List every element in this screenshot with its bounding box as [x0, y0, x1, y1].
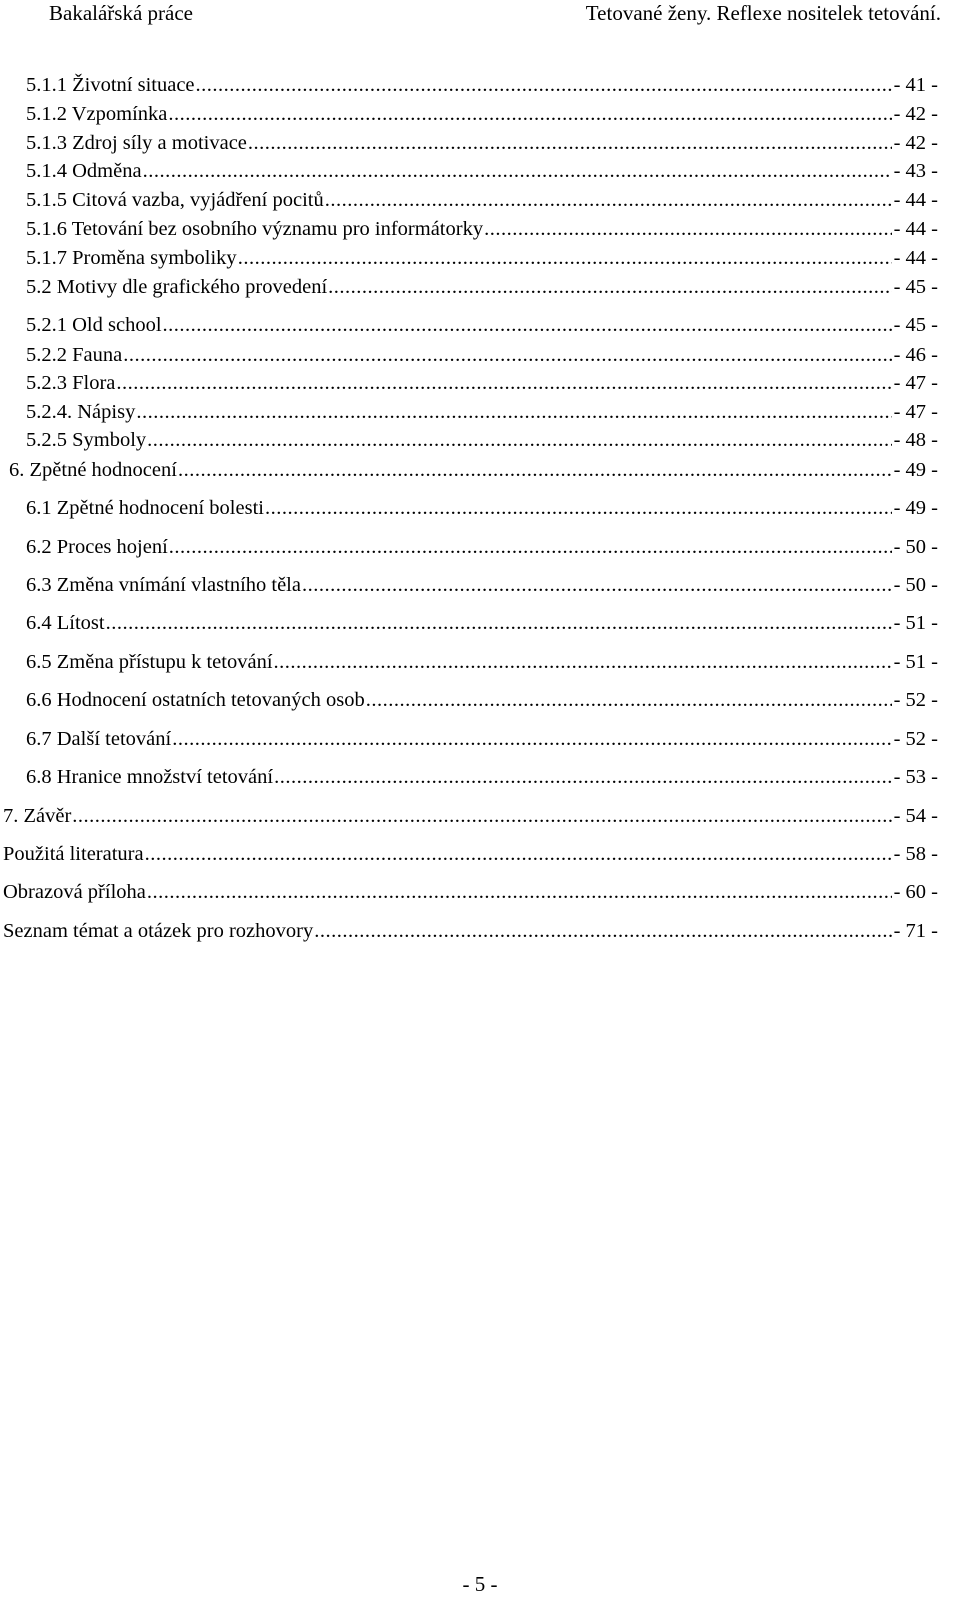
- toc-dot-leader: [72, 803, 891, 829]
- toc-entry-title: 5.2.3 Flora: [26, 372, 116, 394]
- toc-entry-page: - 58 -: [893, 843, 938, 865]
- toc-entry[interactable]: [3, 841, 938, 867]
- toc-entry-page: - 45 -: [893, 314, 938, 336]
- toc-entry-title: 5.2.4. Nápisy: [26, 401, 136, 423]
- toc-entry-page: - 51 -: [893, 612, 938, 634]
- toc-dot-leader: [123, 342, 891, 368]
- toc-dot-leader: [314, 918, 891, 944]
- toc-entry-title: Seznam témat a otázek pro rozhovory: [3, 920, 314, 942]
- toc-dot-leader: [265, 495, 892, 521]
- toc-entry-page: - 54 -: [893, 805, 938, 827]
- toc-entry[interactable]: [3, 879, 938, 905]
- toc-dot-leader: [196, 72, 892, 98]
- toc-dot-leader: [136, 399, 891, 425]
- toc-entry-page: - 52 -: [893, 728, 938, 750]
- toc-entry[interactable]: [26, 610, 938, 636]
- toc-entry-page: - 42 -: [893, 132, 938, 154]
- toc-entry-page: - 47 -: [893, 401, 938, 423]
- toc-entry[interactable]: [26, 495, 938, 521]
- toc-entry-page: - 71 -: [893, 920, 938, 942]
- toc-entry[interactable]: [26, 342, 938, 368]
- toc-entry[interactable]: [26, 649, 938, 675]
- toc-dot-leader: [366, 687, 892, 713]
- toc-dot-leader: [143, 158, 892, 184]
- running-header-right: Tetované ženy. Reflexe nositelek tetování.: [585, 1, 941, 25]
- toc-entry-title: Použitá literatura: [3, 843, 144, 865]
- toc-entry-title: 6. Zpětné hodnocení: [9, 459, 177, 481]
- toc-entry-page: - 51 -: [893, 651, 938, 673]
- toc-entry[interactable]: [26, 72, 938, 98]
- toc-dot-leader: [325, 187, 892, 213]
- toc-entry-title: 5.2.2 Fauna: [26, 344, 123, 366]
- toc-entry-title: 6.1 Zpětné hodnocení bolesti: [26, 497, 264, 519]
- toc-entry-page: - 50 -: [893, 536, 938, 558]
- toc-entry-title: 5.1.2 Vzpomínka: [26, 103, 168, 125]
- toc-entry-title: 5.1.4 Odměna: [26, 160, 142, 182]
- toc-entry-page: - 41 -: [893, 74, 938, 96]
- toc-entry-page: - 60 -: [893, 881, 938, 903]
- page-number: - 5 -: [462, 1572, 498, 1596]
- toc-dot-leader: [238, 245, 892, 271]
- toc-entry-title: 6.2 Proces hojení: [26, 536, 168, 558]
- toc-entry[interactable]: [26, 687, 938, 713]
- toc-dot-leader: [169, 534, 892, 560]
- toc-dot-leader: [163, 312, 892, 338]
- toc-entry-page: - 49 -: [893, 497, 938, 519]
- toc-dot-leader: [274, 649, 892, 675]
- toc-entry[interactable]: [26, 572, 938, 598]
- toc-dot-leader: [248, 130, 892, 156]
- toc-dot-leader: [178, 457, 892, 483]
- toc-entry-title: Obrazová příloha: [3, 881, 146, 903]
- toc-entry[interactable]: [3, 803, 938, 829]
- toc-dot-leader: [484, 216, 892, 242]
- toc-entry-page: - 42 -: [893, 103, 938, 125]
- toc-dot-leader: [116, 370, 891, 396]
- toc-entry-page: - 46 -: [893, 344, 938, 366]
- toc-entry-title: 5.1.5 Citová vazba, vyjádření pocitů: [26, 189, 324, 211]
- toc-entry[interactable]: [26, 216, 938, 242]
- toc-dot-leader: [168, 101, 891, 127]
- toc-entry-page: - 50 -: [893, 574, 938, 596]
- toc-entry[interactable]: [26, 399, 938, 425]
- toc-dot-leader: [328, 274, 891, 300]
- toc-entry-title: 6.3 Změna vnímání vlastního těla: [26, 574, 301, 596]
- toc-entry[interactable]: [9, 457, 938, 483]
- toc-entry[interactable]: [26, 312, 938, 338]
- toc-entry-page: - 52 -: [893, 689, 938, 711]
- toc-entry-title: 5.1.3 Zdroj síly a motivace: [26, 132, 247, 154]
- toc-dot-leader: [302, 572, 892, 598]
- toc-entry-page: - 43 -: [893, 160, 938, 182]
- toc-entry-page: - 44 -: [893, 189, 938, 211]
- toc-dot-leader: [274, 764, 892, 790]
- toc-entry[interactable]: [26, 187, 938, 213]
- toc-entry-title: 5.2.5 Symboly: [26, 429, 147, 451]
- toc-entry-page: - 53 -: [893, 766, 938, 788]
- toc-entry[interactable]: [26, 245, 938, 271]
- toc-entry[interactable]: [3, 918, 938, 944]
- toc-entry[interactable]: [26, 764, 938, 790]
- toc-entry[interactable]: [26, 130, 938, 156]
- toc-dot-leader: [172, 726, 891, 752]
- toc-entry[interactable]: [26, 534, 938, 560]
- toc-dot-leader: [106, 610, 892, 636]
- toc-entry-page: - 44 -: [893, 247, 938, 269]
- toc-entry[interactable]: [26, 427, 938, 453]
- toc-entry-title: 6.7 Další tetování: [26, 728, 172, 750]
- toc-entry-page: - 48 -: [893, 429, 938, 451]
- toc-entry[interactable]: [26, 158, 938, 184]
- toc-dot-leader: [145, 841, 892, 867]
- toc-entry-page: - 45 -: [893, 276, 938, 298]
- toc-entry-page: - 49 -: [893, 459, 938, 481]
- toc-dot-leader: [147, 427, 891, 453]
- toc-entry-title: 6.4 Lítost: [26, 612, 105, 634]
- toc-entry[interactable]: [26, 370, 938, 396]
- toc-entry-page: - 47 -: [893, 372, 938, 394]
- toc-entry-title: 5.1.6 Tetování bez osobního významu pro informátorky: [26, 218, 484, 240]
- toc-entry-title: 5.1.7 Proměna symboliky: [26, 247, 237, 269]
- toc-entry-title: 5.1.1 Životní situace: [26, 74, 195, 96]
- toc-entry-title: 6.5 Změna přístupu k tetování: [26, 651, 273, 673]
- toc-dot-leader: [147, 879, 892, 905]
- toc-entry[interactable]: [26, 101, 938, 127]
- toc-entry-title: 7. Závěr: [3, 805, 72, 827]
- toc-entry[interactable]: [26, 274, 938, 300]
- toc-entry-title: 6.8 Hranice množství tetování: [26, 766, 274, 788]
- toc-entry-title: 6.6 Hodnocení ostatních tetovaných osob: [26, 689, 365, 711]
- toc-entry-title: 5.2 Motivy dle grafického provedení: [26, 276, 328, 298]
- toc-entry-page: - 44 -: [893, 218, 938, 240]
- toc-entry-title: 5.2.1 Old school: [26, 314, 162, 336]
- toc-entry[interactable]: [26, 726, 938, 752]
- running-header-left: Bakalářská práce: [49, 1, 193, 25]
